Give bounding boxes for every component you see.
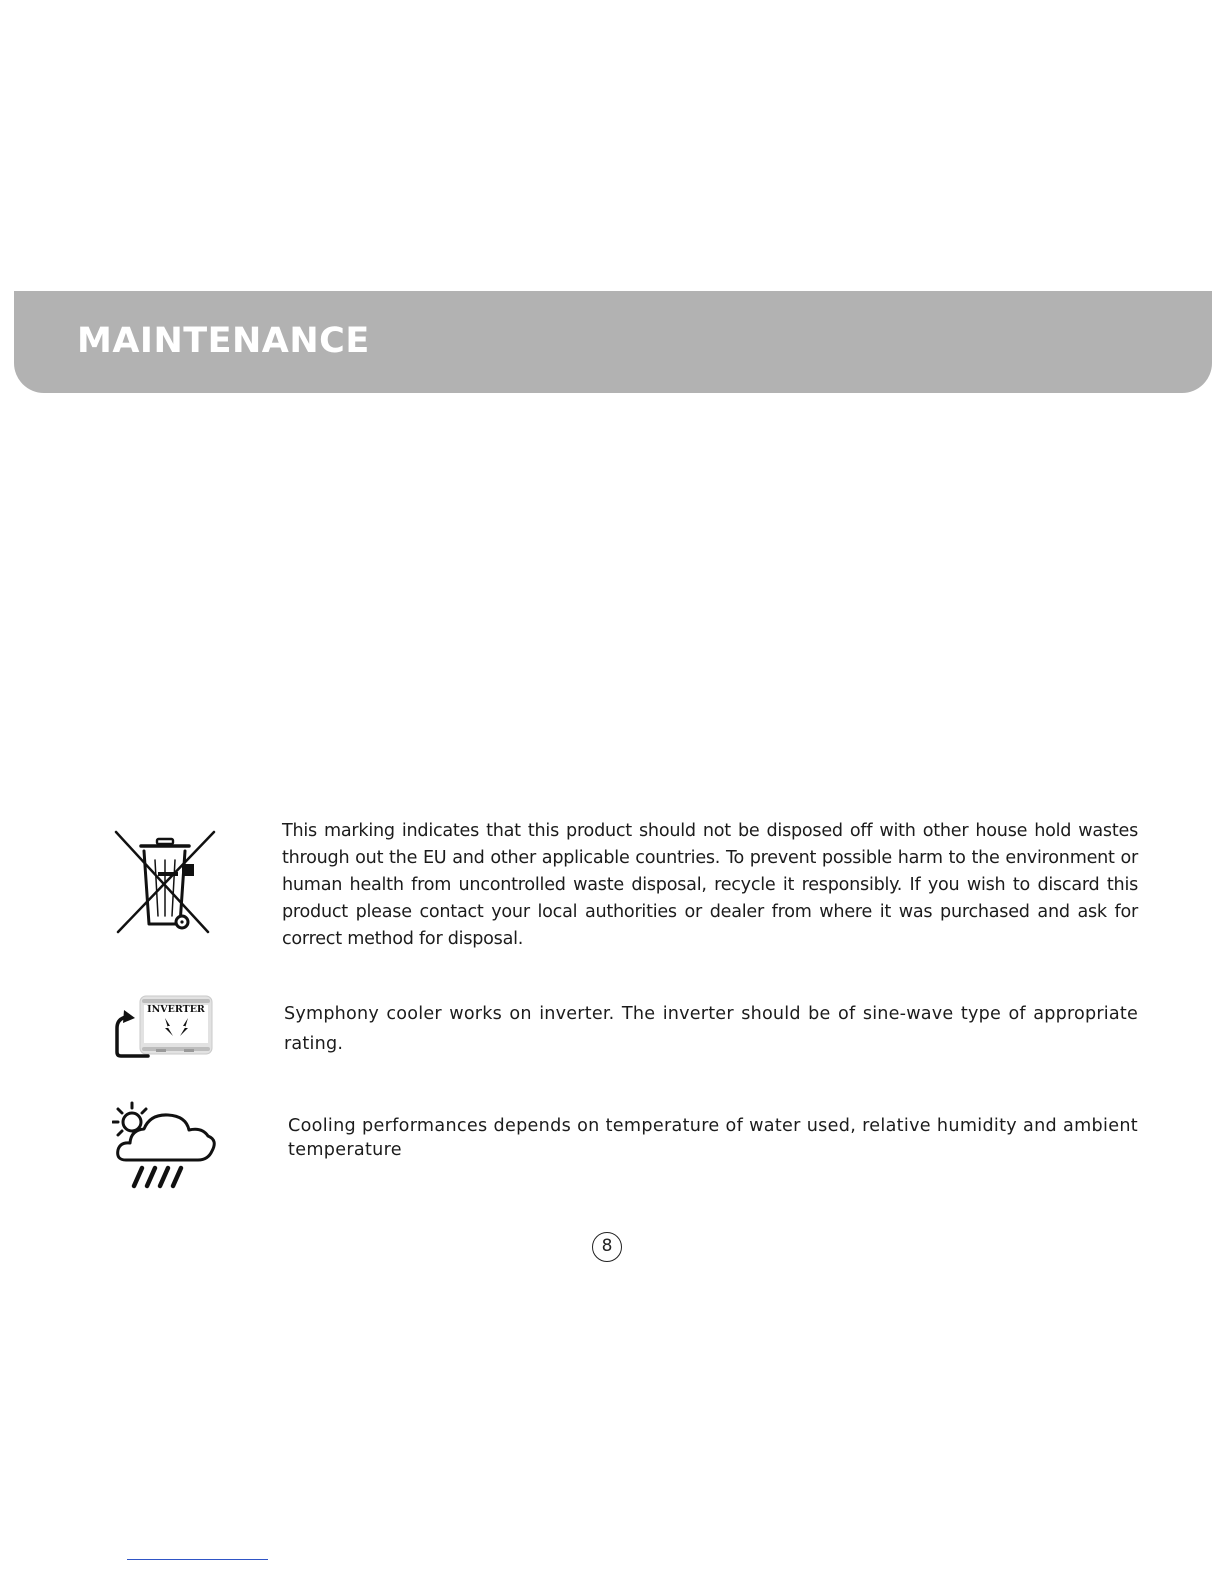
section-title: MAINTENANCE [77, 321, 370, 361]
weather-sun-cloud-rain-icon [112, 1100, 218, 1190]
notice-cooling-performance [0, 1100, 1224, 1192]
section-header-band [14, 291, 1212, 393]
notice-weee-text: This marking indicates that this product should not be disposed off with other house hold wastes through out the EU and other applicable countries. To prevent possible harm to the environment or human health from uncontrolled waste disposal, recycle it responsibly. If you wish to discard this product please contact your local authorities or dealer from where it was purchased and ask for correct method for disposal. [282, 821, 1138, 949]
page-number: 8 [592, 1232, 622, 1262]
notice-inverter-text: Symphony cooler works on inverter. The inverter should be of sine-wave type of appropriate rating. [284, 1004, 1138, 1054]
inverter-icon [114, 995, 218, 1063]
notice-inverter [0, 995, 1224, 1065]
weee-crossed-out-bin-icon [112, 828, 218, 936]
inverter-icon-label: INVERTER [147, 1004, 205, 1015]
notice-weee-disposal [0, 818, 1224, 948]
notice-cooling-performance-text: Cooling performances depends on temperature of water used, relative humidity and ambient temperature [288, 1116, 1138, 1160]
footer-divider [127, 1559, 268, 1560]
